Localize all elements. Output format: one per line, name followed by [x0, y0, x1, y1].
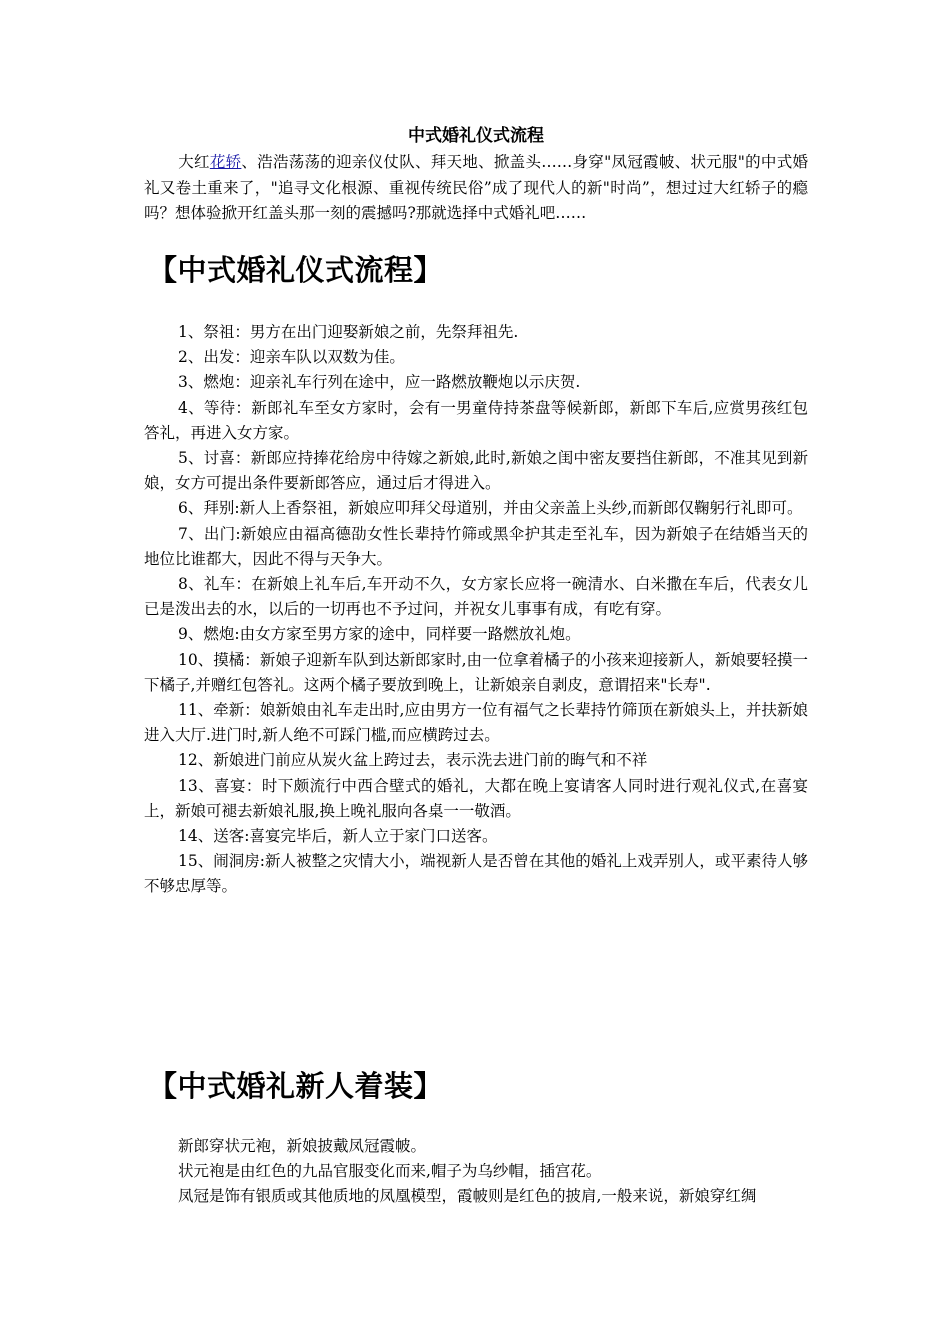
- step-item: 9、燃炮:由女方家至男方家的途中，同样要一路燃放礼炮。: [178, 625, 581, 644]
- document-title: 中式婚礼仪式流程: [408, 126, 544, 146]
- step-item: 1、祭祖：男方在出门迎娶新娘之前，先祭拜祖先.: [178, 323, 519, 341]
- step-item: 3、燃炮：迎亲礼车行列在途中，应一路燃放鞭炮以示庆贺.: [178, 373, 581, 392]
- step-item: 6、拜别:新人上香祭祖，新娘应叩拜父母道别，并由父亲盖上头纱,而新郎仅鞠躬行礼即可。: [178, 499, 803, 518]
- step-item: 12、新娘进门前应从炭火盆上跨过去，表示洗去进门前的晦气和不祥: [178, 751, 648, 770]
- step-item: 8、礼车：在新娘上礼车后,车开动不久，女方家长应将一碗清水、白米撒在车后，代表女儿已是泼出去的水，以后的一切再也不予过问，并祝女儿事事有成，有吃有穿。: [144, 575, 808, 619]
- ceremony-steps-list: [144, 320, 808, 900]
- intro-text-start: 大红: [178, 153, 210, 171]
- step-item: 2、出发：迎亲车队以双数为佳。: [178, 348, 405, 367]
- section-heading-ceremony: 【中式婚礼仪式流程】: [148, 253, 444, 287]
- step-item: 10、摸橘：新娘子迎新车队到达新郎家时,由一位拿着橘子的小孩来迎接新人，新娘要轻摸一下橘子,并赠红包答礼。这两个橘子要放到晚上，让新娘亲自剥皮，意谓招来"长寿".: [144, 650, 808, 694]
- step-item: 13、喜宴：时下颇流行中西合壁式的婚礼，大都在晚上宴请客人同时进行观礼仪式,在喜宴上，新娘可褪去新娘礼服,换上晚礼服向各桌一一敬酒。: [144, 776, 808, 820]
- step-item: 14、送客:喜宴完毕后，新人立于家门口送客。: [178, 827, 498, 846]
- step-item: 11、牵新：娘新娘由礼车走出时,应由男方一位有福气之长辈持竹筛顶在新娘头上，并扶新娘进入大厅.进门时,新人绝不可踩门槛,而应横跨过去。: [144, 701, 808, 745]
- step-item: 4、等待：新郎礼车至女方家时，会有一男童侍持茶盘等候新郎，新郎下车后,应赏男孩红包答礼，再进入女方家。: [144, 398, 808, 442]
- attire-paragraph: 状元袍是由红色的九品官服变化而来,帽子为乌纱帽，插宫花。: [178, 1162, 602, 1181]
- attire-paragraphs: [144, 1134, 808, 1210]
- step-item: 5、讨喜：新郎应持捧花给房中待嫁之新娘,此时,新娘之闺中密友要挡住新郎，不准其见到新娘，女方可提出条件要新郎答应，通过后才得进入。: [144, 449, 808, 493]
- step-item: 7、出门:新娘应由福高德劭女性长辈持竹筛或黑伞护其走至礼车，因为新娘子在结婚当天的地位比谁都大，因此不得与天争大。: [144, 524, 808, 568]
- section-heading-attire: 【中式婚礼新人着装】: [148, 1069, 444, 1103]
- intro-paragraph: [144, 150, 808, 227]
- hua-jiao-link[interactable]: 花轿: [209, 153, 242, 171]
- attire-paragraph: 凤冠是饰有银质或其他质地的凤凰模型，霞帔则是红色的披肩,一般来说，新娘穿红绸: [178, 1187, 757, 1206]
- attire-paragraph: 新郎穿状元袍，新娘披戴凤冠霞帔。: [178, 1137, 427, 1155]
- step-item: 15、闹洞房:新人被整之灾情大小，端视新人是否曾在其他的婚礼上戏弄别人，或平素待人够不够忠厚等。: [144, 852, 808, 896]
- intro-text-rest: 、浩浩荡荡的迎亲仪仗队、拜天地、掀盖头……身穿"凤冠霞帔、状元服"的中式婚礼又卷土重来了，"追寻文化根源、重视传统民俗”成了现代人的新"时尚”，想过过大红轿子的瘾吗？想体验掀开红盖头那一刻的震撼吗?那就选择中式婚礼吧……: [144, 153, 808, 223]
